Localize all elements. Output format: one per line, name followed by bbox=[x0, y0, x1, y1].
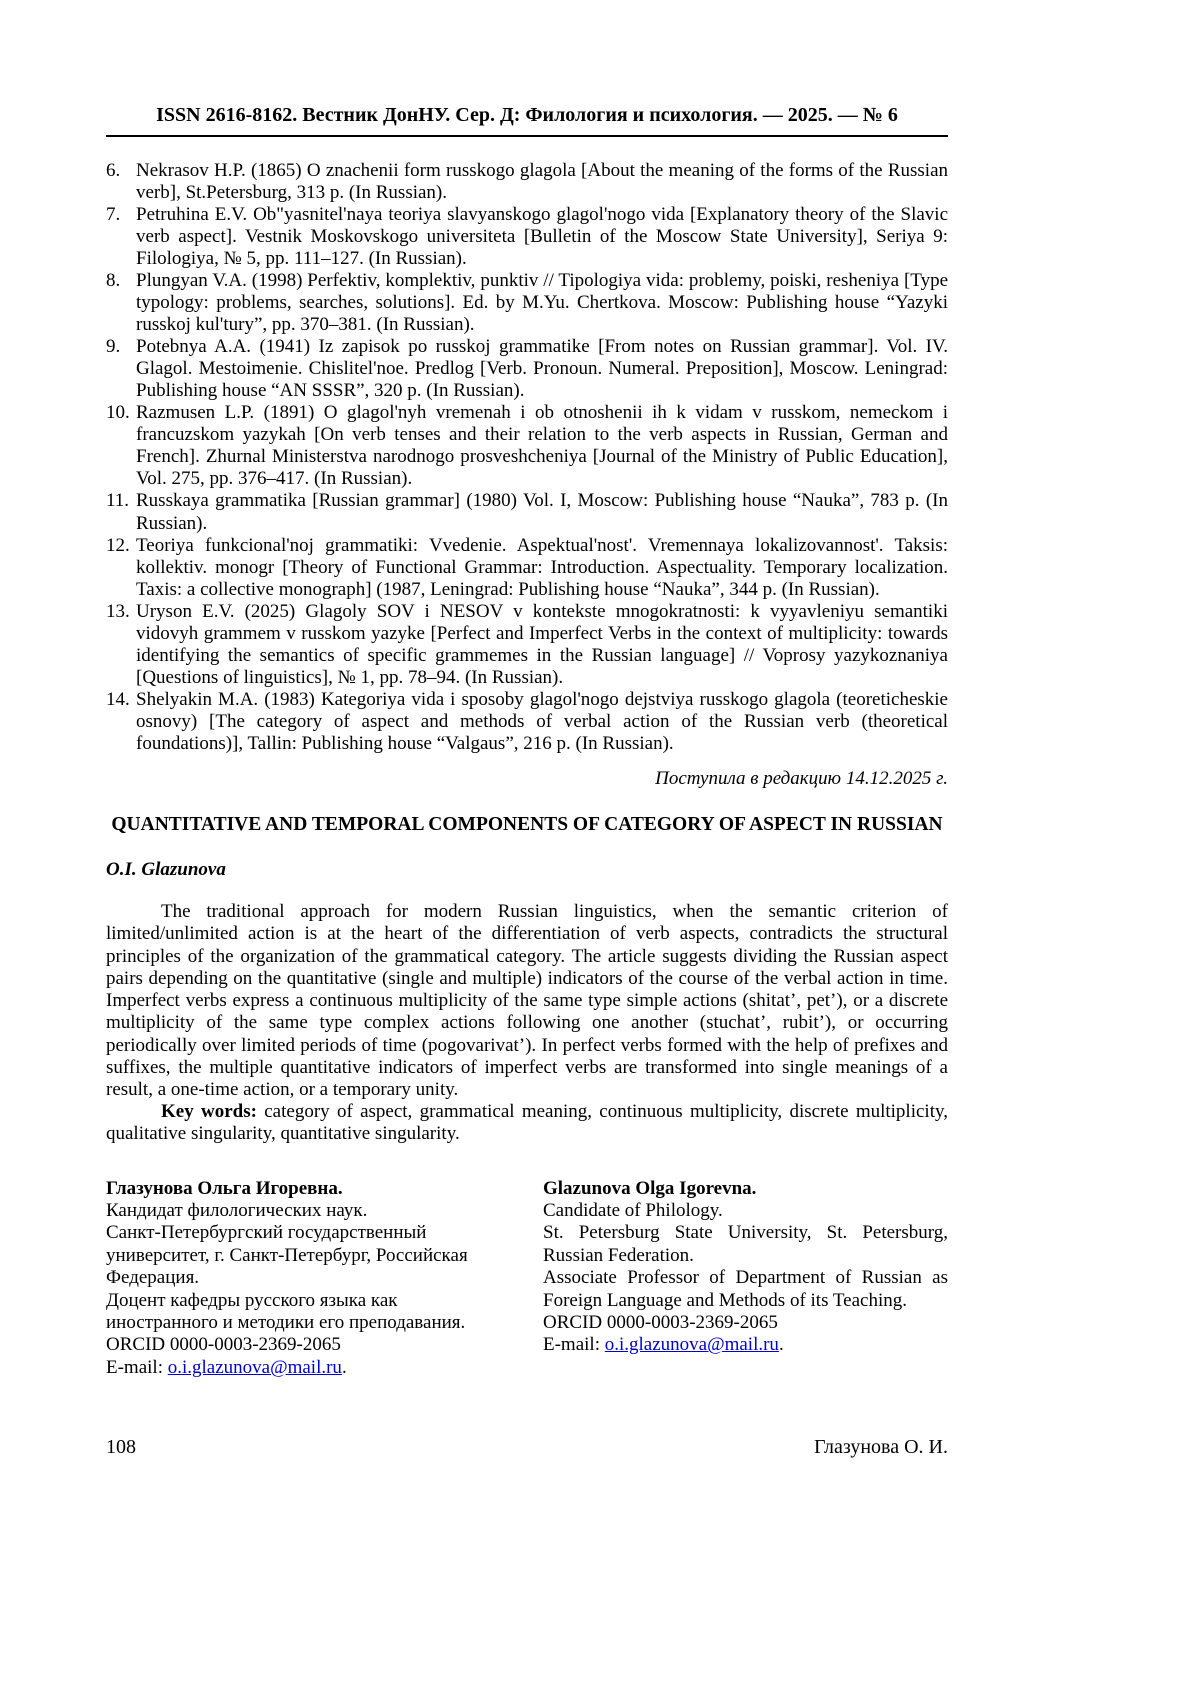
journal-header: ISSN 2616-8162. Вестник ДонНУ. Сер. Д: Филология и психология. — 2025. — № 6 bbox=[156, 104, 898, 126]
reference-text: Teoriya funkcional'noj grammatiki: Vvedenie. Aspektual'nost'. Vremennaya lokalizovannost'. Taksis: kollektiv. monogr [Theory of Functional Grammar: Introduction. Aspectuality. Temporary localization. Taxis: a collective monograph] (1987, Leningrad: Publishing house “Nauka”, 344 p. (In Russian). bbox=[136, 534, 948, 600]
reference-text: Uryson E.V. (2025) Glagoly SOV i NESOV v kontekste mnogokratnosti: k vyyavleniyu semantiki vidovyh grammem v russkom yazyke [Perfect and Imperfect Verbs in the context of multiplicity: towards identifying the semantics of specific grammemes in the Russian language] // Voprosy yazykoznaniya [Questions of linguistics], № 1, pp. 78–94. (In Russian). bbox=[136, 600, 948, 688]
author-orcid-ru: ORCID 0000-0003-2369-2065 bbox=[106, 1334, 341, 1356]
author-orcid-en: ORCID 0000-0003-2369-2065 bbox=[543, 1312, 778, 1334]
email-link-en[interactable]: o.i.glazunova@mail.ru bbox=[604, 1334, 779, 1356]
author-degree-en: Candidate of Philology. bbox=[543, 1200, 723, 1222]
author-name-ru: Глазунова Ольга Игоревна. bbox=[106, 1177, 343, 1199]
author-info-russian bbox=[106, 1178, 511, 1380]
reference-number: 6. bbox=[106, 160, 121, 181]
author-email-line-ru bbox=[106, 1357, 511, 1379]
reference-number: 8. bbox=[106, 270, 121, 292]
reference-text: Petruhina E.V. Ob"yasnitel'naya teoriya slavyanskogo glagol'nogo vida [Explanatory theory of the Slavic verb aspect]. Vestnik Moskovskogo universiteta [Bulletin of the Moscow State University], Seriya 9: Filologiya, № 5, pp. 111–127. (In Russian). bbox=[136, 204, 948, 270]
author-name-en: Glazunova Olga Igorevna. bbox=[543, 1177, 757, 1199]
reference-number: 14. bbox=[106, 688, 130, 710]
page-footer bbox=[106, 1436, 948, 1459]
reference-text: Nekrasov H.P. (1865) O znachenii form russkogo glagola [About the meaning of the forms of the Russian verb], St.Petersburg, 313 p. (In Russian). bbox=[136, 160, 948, 204]
article-title: QUANTITATIVE AND TEMPORAL COMPONENTS OF CATEGORY OF ASPECT IN RUSSIAN bbox=[111, 813, 943, 835]
running-author: Глазунова О. И. bbox=[813, 1436, 948, 1458]
reference-number: 7. bbox=[106, 204, 121, 226]
reference-item bbox=[106, 490, 948, 534]
email-suffix-ru: . bbox=[341, 1356, 347, 1378]
reference-number: 10. bbox=[106, 402, 130, 424]
reference-item bbox=[106, 601, 948, 689]
reference-item bbox=[106, 402, 948, 490]
email-link-ru[interactable]: o.i.glazunova@mail.ru bbox=[167, 1356, 342, 1378]
reference-number: 13. bbox=[106, 600, 130, 622]
article-abstract: The traditional approach for modern Russian linguistics, when the semantic criterion of limited/unlimited action is at the heart of the differentiation of verb aspects, contradicts the structural principles of the organization of the grammatical category. The article suggests dividing the Russian aspect pairs depending on the quantitative (single and multiple) indicators of the course of the verbal action in time. Imperfect verbs express a continuous multiplicity of the same type simple actions (shitat’, pet’), or a discrete multiplicity of the same type complex actions following one another (stuchat’, rubit’), or occurring periodically over limited periods of time (pogovarivat’). In perfect verbs formed with the help of prefixes and suffixes, the multiple quantitative indicators of imperfect verbs are transformed into single meanings of a result, a one-time action, or a temporary unity. bbox=[106, 901, 948, 1100]
reference-item bbox=[106, 336, 948, 402]
reference-text: Potebnya A.A. (1941) Iz zapisok po russkoj grammatike [From notes on Russian grammar]. Vol. IV. Glagol. Mestoimenie. Chislitel'noe. Predlog [Verb. Pronoun. Numeral. Preposition], Moscow. Leningrad: Publishing house “AN SSSR”, 320 p. (In Russian). bbox=[136, 336, 948, 402]
references-list bbox=[106, 160, 948, 755]
page-number: 108 bbox=[106, 1436, 136, 1458]
reference-item bbox=[106, 204, 948, 270]
email-label-en: E-mail: bbox=[543, 1334, 605, 1356]
keywords-paragraph bbox=[106, 1101, 948, 1145]
header-rule bbox=[106, 135, 948, 137]
author-position-ru: Доцент кафедры русского языка как иностранного и методики его преподавания. bbox=[106, 1289, 466, 1334]
author-position-en: Associate Professor of Department of Russian as Foreign Language and Methods of its Teaching. bbox=[543, 1267, 948, 1311]
author-email-line-en bbox=[543, 1334, 948, 1356]
reference-number: 11. bbox=[106, 490, 130, 512]
reference-text: Shelyakin M.A. (1983) Kategoriya vida i sposoby glagol'nogo dejstviya russkogo glagola (teoreticheskie osnovy) [The category of aspect and methods of verbal action of the Russian verb (theoretical foundations)], Tallin: Publishing house “Valgaus”, 216 p. (In Russian). bbox=[136, 688, 948, 754]
email-label-ru: E-mail: bbox=[106, 1356, 168, 1378]
received-note: Поступила в редакцию 14.12.2025 г. bbox=[655, 767, 948, 789]
reference-number: 12. bbox=[106, 534, 130, 556]
reference-text: Razmusen L.P. (1891) O glagol'nyh vremenah i ob otnoshenii ih k vidam v russkom, nemeckom i francuzskom yazykah [On verb tenses and their relation to the verb aspects in Russian, German and French]. Zhurnal Ministerstva narodnogo prosveshcheniya [Journal of the Ministry of Public Education], Vol. 275, pp. 376–417. (In Russian). bbox=[136, 402, 948, 490]
email-suffix-en: . bbox=[778, 1334, 784, 1356]
reference-text: Russkaya grammatika [Russian grammar] (1980) Vol. I, Moscow: Publishing house “Nauka”, 783 p. (In Russian). bbox=[136, 490, 948, 534]
author-affiliation-en: St. Petersburg State University, St. Petersburg, Russian Federation. bbox=[543, 1222, 948, 1266]
keywords-text: category of aspect, grammatical meaning, continuous multiplicity, discrete multiplicity, qualitative singularity, quantitative singularity. bbox=[106, 1101, 949, 1145]
reference-number: 9. bbox=[106, 336, 121, 358]
reference-item bbox=[106, 689, 948, 755]
author-affiliation-ru: Санкт-Петербургский государственный университет, г. Санкт-Петербург, Российская Федерация. bbox=[106, 1222, 468, 1289]
author-info-section bbox=[106, 1178, 948, 1380]
author-info-english bbox=[543, 1178, 948, 1380]
article-author-name: O.I. Glazunova bbox=[106, 859, 226, 881]
author-degree-ru: Кандидат филологических наук. bbox=[106, 1200, 368, 1222]
reference-text: Plungyan V.A. (1998) Perfektiv, komplektiv, punktiv // Tipologiya vida: problemy, poiski, resheniya [Type typology: problems, searches, solutions]. Ed. by M.Yu. Chertkova. Moscow: Publishing house “Yazyki russkoj kul'tury”, pp. 370–381. (In Russian). bbox=[136, 270, 948, 336]
reference-item bbox=[106, 160, 948, 204]
reference-item bbox=[106, 270, 948, 336]
keywords-label: Key words: bbox=[161, 1101, 257, 1123]
reference-item bbox=[106, 535, 948, 601]
